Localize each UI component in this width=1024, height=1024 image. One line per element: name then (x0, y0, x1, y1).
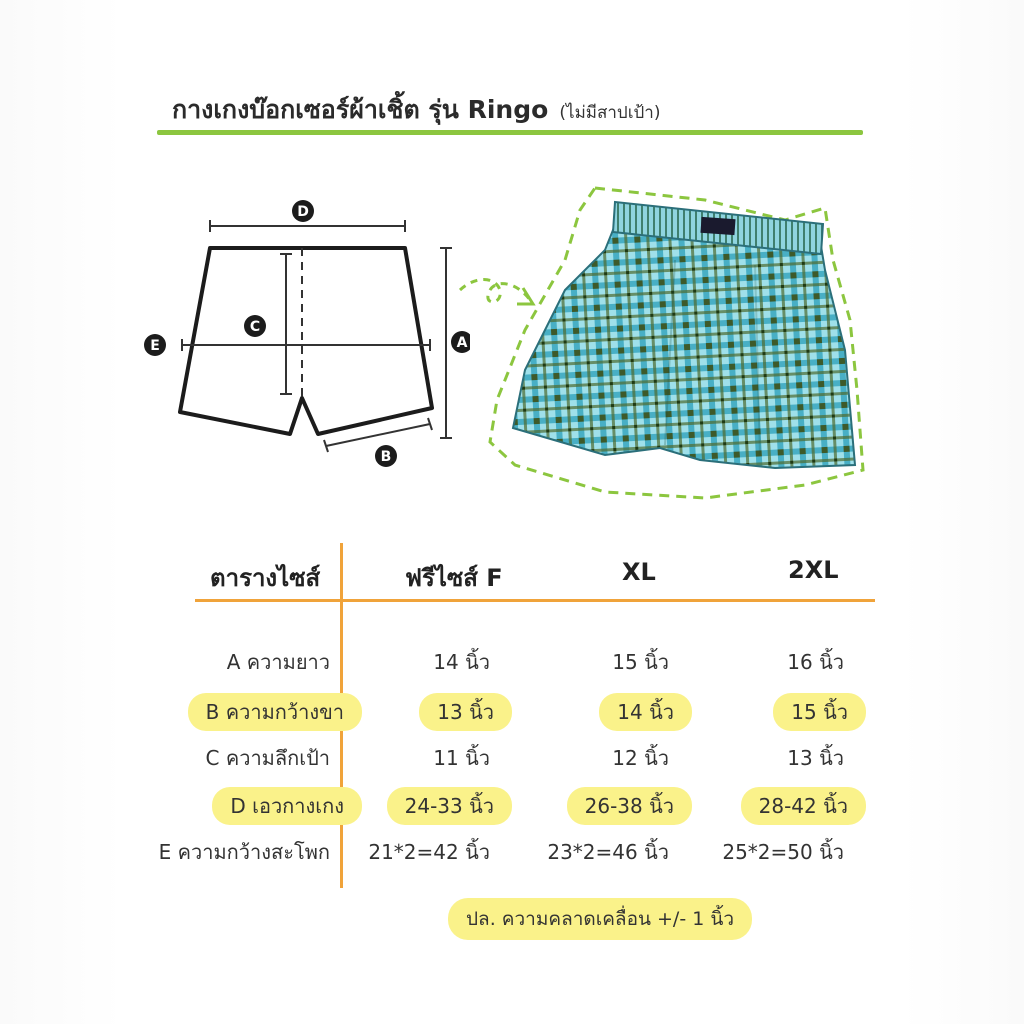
tolerance-note: ปล. ความคลาดเคลื่อน +/- 1 นิ้ว (448, 898, 752, 940)
table-header-divider (195, 599, 875, 602)
row-label-a: A ความยาว (226, 650, 330, 674)
title-main: กางเกงบ๊อกเซอร์ผ้าเชิ้ต รุ่น Ringo (172, 95, 549, 124)
row-e-xl: 23*2=46 นิ้ว (547, 840, 669, 864)
row-b-xl: 14 นิ้ว (599, 693, 692, 731)
title-note: (ไม่มีสาปเป้า) (559, 103, 661, 123)
row-a-2xl: 16 นิ้ว (787, 650, 844, 674)
row-d-free: 24-33 นิ้ว (387, 787, 512, 825)
row-label-c: C ความลึกเป้า (205, 746, 330, 770)
header-xl: XL (622, 558, 656, 586)
label-c: C (249, 319, 261, 335)
label-a: A (456, 335, 468, 351)
row-c-free: 11 นิ้ว (433, 746, 490, 770)
title-underline (157, 130, 863, 135)
row-c-2xl: 13 นิ้ว (787, 746, 844, 770)
row-d-xl: 26-38 นิ้ว (567, 787, 692, 825)
header-size-chart: ตารางไซส์ (210, 564, 321, 592)
row-e-free: 21*2=42 นิ้ว (368, 840, 490, 864)
row-e-2xl: 25*2=50 นิ้ว (722, 840, 844, 864)
header-2xl: 2XL (788, 556, 839, 584)
row-d-2xl: 28-42 นิ้ว (741, 787, 866, 825)
product-photo (455, 180, 875, 510)
row-label-d: D เอวกางเกง (212, 787, 362, 825)
row-a-free: 14 นิ้ว (433, 650, 490, 674)
row-c-xl: 12 นิ้ว (612, 746, 669, 770)
label-e: E (150, 338, 160, 354)
row-a-xl: 15 นิ้ว (612, 650, 669, 674)
page-title (172, 90, 660, 130)
pointer-arrow (460, 280, 530, 302)
row-label-e: E ความกว้างสะโพก (158, 840, 330, 864)
shorts-body (513, 225, 855, 468)
shorts-measurement-diagram (140, 190, 470, 480)
brand-tag (700, 217, 735, 235)
label-b: B (380, 449, 392, 465)
row-b-free: 13 นิ้ว (419, 693, 512, 731)
header-free-size: ฟรีไซส์ F (405, 564, 503, 592)
row-label-b: B ความกว้างขา (188, 693, 362, 731)
label-d: D (297, 204, 309, 220)
shorts-outline (180, 248, 432, 434)
row-b-2xl: 15 นิ้ว (773, 693, 866, 731)
